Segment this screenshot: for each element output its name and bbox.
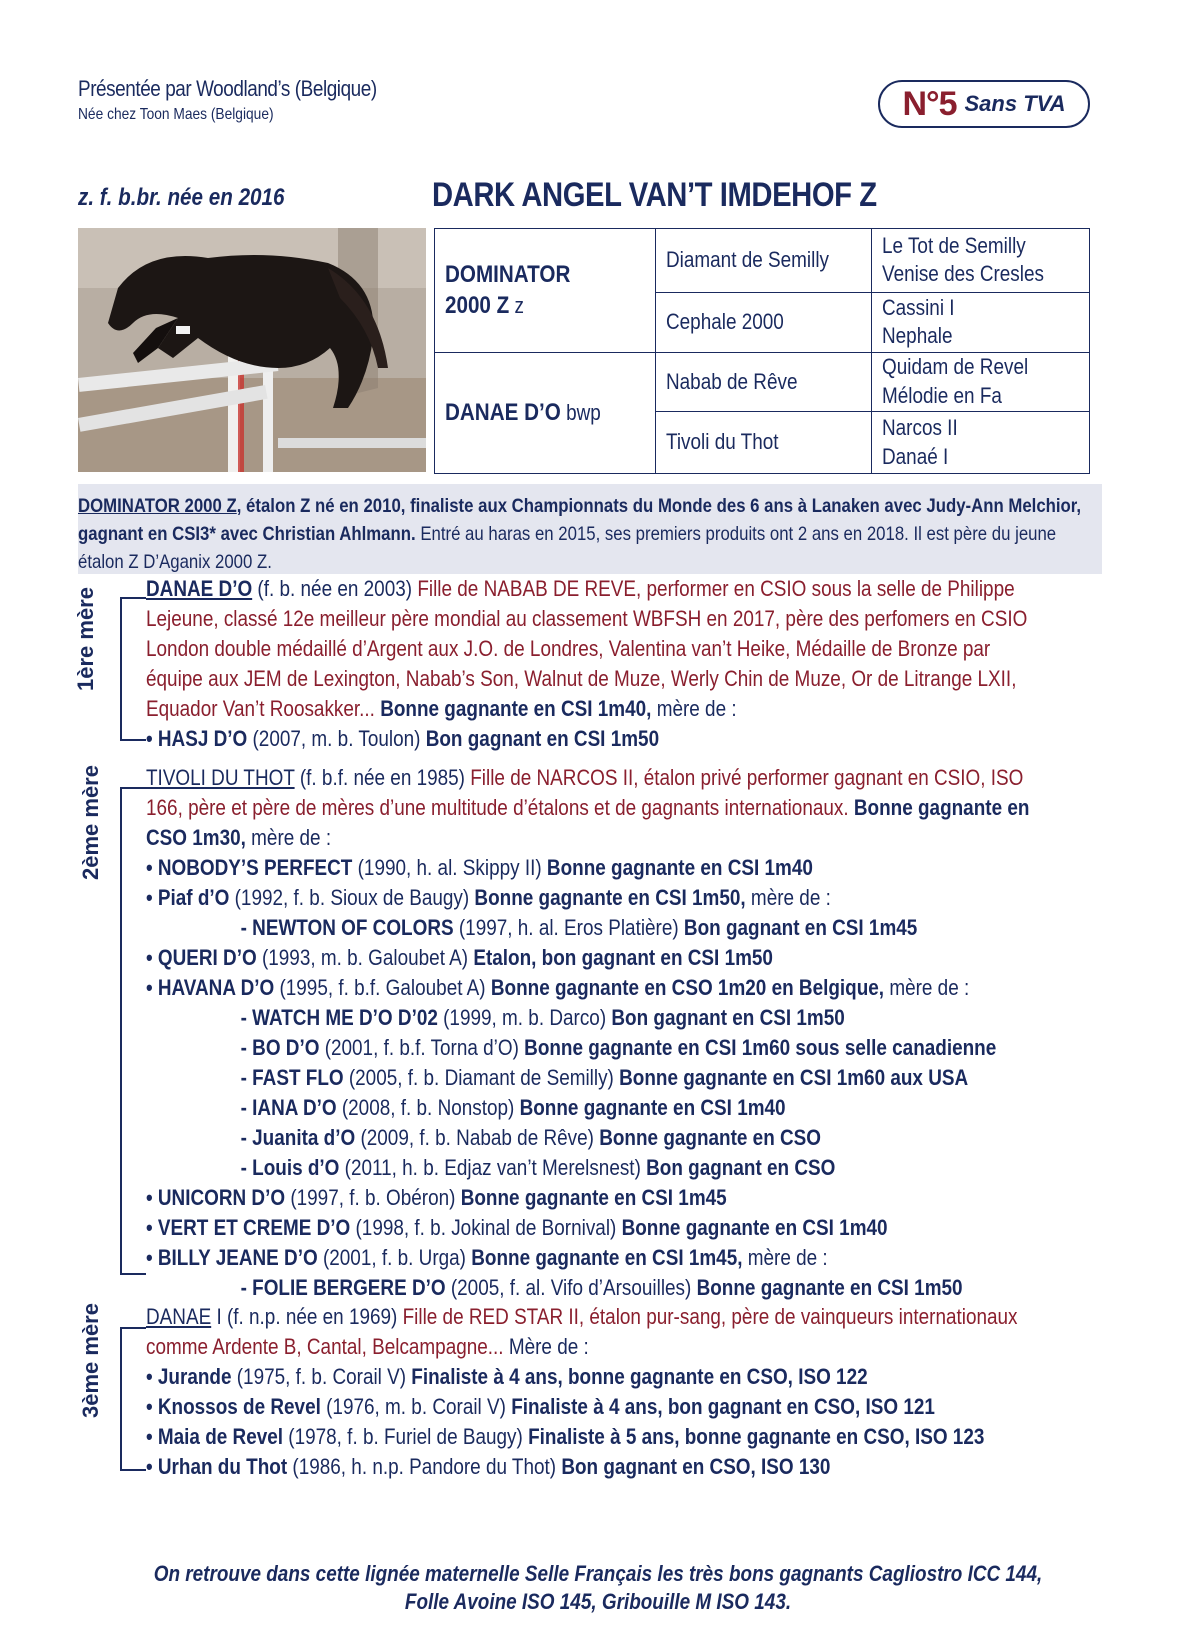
produce-info: (1990, h. al. Skippy II) bbox=[352, 855, 547, 880]
produce-item bbox=[146, 1063, 1051, 1093]
produce-info: (1997, h. al. Eros Platière) bbox=[453, 915, 684, 940]
lot-badge bbox=[878, 80, 1090, 128]
first-dam-result: Bonne gagnante en CSI 1m40, bbox=[374, 696, 652, 721]
produce-item bbox=[146, 1123, 1051, 1153]
produce-item bbox=[146, 883, 1051, 913]
pedigree-ds-parents bbox=[872, 352, 1090, 412]
produce-result: Finaliste à 5 ans, bonne gagnante en CSO, ISO 123 bbox=[528, 1424, 985, 1449]
second-dam-result: Bonne gagnante en CSO 1m30, bbox=[146, 795, 1030, 850]
produce-item bbox=[146, 973, 1051, 1003]
produce-item bbox=[146, 1422, 1051, 1452]
produce-item bbox=[146, 943, 1051, 973]
third-dam-info: I (f. n.p. née en 1969) bbox=[211, 1304, 403, 1329]
produce-tail: mère de : bbox=[742, 1245, 828, 1270]
produce-item bbox=[146, 853, 1051, 883]
pedigree-ss-parents bbox=[872, 229, 1090, 293]
footnote bbox=[78, 1560, 1118, 1616]
third-dam-section bbox=[146, 1302, 1050, 1482]
second-dam-label: 2ème mère bbox=[78, 765, 103, 880]
pedigree-sds: Cassini I bbox=[882, 294, 955, 320]
breed-line: z. f. b.br. née en 2016 bbox=[78, 184, 285, 211]
produce-name: • QUERI D’O bbox=[146, 945, 257, 970]
first-dam-section bbox=[146, 574, 1050, 754]
produce-info: (2011, h. b. Edjaz van’t Merelsnest) bbox=[339, 1155, 647, 1180]
second-dam-info: (f. b.f. née en 1985) bbox=[294, 765, 471, 790]
produce-item bbox=[146, 1452, 1051, 1482]
produce-result: Bonne gagnante en CSI 1m50 bbox=[696, 1275, 963, 1300]
produce-name: • NOBODY’S PERFECT bbox=[146, 855, 353, 880]
sire-note-name: DOMINATOR 2000 Z bbox=[78, 495, 237, 517]
horse-jumping-image bbox=[78, 228, 426, 472]
pedigree-sd-parents bbox=[872, 292, 1090, 352]
first-dam-name: DANAE D’O bbox=[146, 576, 253, 601]
third-dam-sire-note: Fille de RED STAR II, étalon pur-sang, père de vainqueurs internationaux comme Ardente B, Cantal, Belcampagne... bbox=[146, 1304, 1018, 1359]
pedigree-dd: Tivoli du Thot bbox=[656, 412, 872, 474]
produce-result: Finaliste à 4 ans, bon gagnant en CSO, ISO 121 bbox=[511, 1394, 935, 1419]
pedigree-dd-parents bbox=[872, 412, 1090, 474]
produce-result: Bon gagnant en CSO, ISO 130 bbox=[561, 1454, 831, 1479]
pedigree-sdd: Nephale bbox=[882, 323, 953, 349]
produce-tail: mère de : bbox=[745, 885, 831, 910]
presented-by: Présentée par Woodland’s (Belgique) bbox=[78, 76, 377, 101]
produce-name: - IANA D’O bbox=[240, 1095, 337, 1120]
produce-item bbox=[146, 1033, 1051, 1063]
produce-result: Bon gagnant en CSI 1m50 bbox=[611, 1005, 845, 1030]
sire-note bbox=[78, 484, 1102, 574]
produce-name: - WATCH ME D’O D’02 bbox=[240, 1005, 438, 1030]
sire-note-bold: , étalon Z né en 2010, finaliste aux Championnats du Monde des 6 ans à Lanaken avec Judy-Ann Melchior, gagnant en CSI3* avec Christian Ahlmann. bbox=[78, 495, 1082, 545]
produce-name: - Louis d’O bbox=[240, 1155, 340, 1180]
second-dam-section bbox=[146, 763, 1050, 1303]
produce-info: (1976, m. b. Corail V) bbox=[320, 1394, 512, 1419]
produce-info: (2008, f. b. Nonstop) bbox=[336, 1095, 520, 1120]
third-dam-tail: Mère de : bbox=[503, 1334, 589, 1359]
produce-name: • Jurande bbox=[146, 1364, 232, 1389]
produce-name: • Piaf d’O bbox=[146, 885, 230, 910]
second-dam-sire-note: Fille de NARCOS II, étalon privé performer gagnant en CSIO, ISO 166, père et père de mères d’une multitude d’étalons et de gagnants internationaux. bbox=[146, 765, 1024, 820]
pedigree-dds: Narcos II bbox=[882, 415, 958, 441]
produce-result: Bonne gagnante en CSI 1m60 aux USA bbox=[619, 1065, 969, 1090]
produce-item bbox=[146, 1392, 1051, 1422]
pedigree-sd: Cephale 2000 bbox=[656, 292, 872, 352]
produce-item bbox=[146, 1362, 1051, 1392]
sire-name-line2: 2000 Z bbox=[445, 292, 510, 320]
produce-result: Bonne gagnante en CSO 1m20 en Belgique, bbox=[490, 975, 885, 1000]
produce-name: • HASJ D’O bbox=[146, 726, 248, 751]
produce-info: (1997, f. b. Obéron) bbox=[285, 1185, 461, 1210]
produce-item bbox=[146, 1003, 1051, 1033]
produce-name: - FOLIE BERGERE D’O bbox=[240, 1275, 446, 1300]
produce-item bbox=[146, 1153, 1051, 1183]
pedigree-ds: Nabab de Rêve bbox=[656, 352, 872, 412]
pedigree-ddd: Danaé I bbox=[882, 443, 949, 469]
dam-name: DANAE D’O bbox=[445, 399, 561, 427]
pedigree-dsd: Mélodie en Fa bbox=[882, 382, 1002, 408]
produce-result: Bon gagnant en CSI 1m50 bbox=[425, 726, 660, 751]
horse-photo bbox=[78, 228, 426, 472]
produce-result: Finaliste à 4 ans, bonne gagnante en CSO, ISO 122 bbox=[411, 1364, 868, 1389]
third-dam-name: DANAE bbox=[146, 1304, 212, 1329]
produce-info: (1992, f. b. Sioux de Baugy) bbox=[229, 885, 475, 910]
first-dam-sire-note: Fille de NABAB DE REVE, performer en CSIO sous la selle de Philippe Lejeune, classé 12e meilleur père mondial au classement WBFSH en 2017, père des perfomers en CSIO London double médaillé d’Argent aux J.O. de Londres, Valentina van’t Heike, Médaille de Bronze par équipe aux JEM de Lexington, Nabab’s Son, Walnut de Muze, Werly Chin de Muze, Or de Litrange LXII, Equador Van’t Roosakker... bbox=[146, 576, 1028, 721]
produce-name: - FAST FLO bbox=[240, 1065, 344, 1090]
first-dam-tail: mère de : bbox=[651, 696, 737, 721]
produce-result: Bon gagnant en CSO bbox=[646, 1155, 836, 1180]
lot-tax: Sans TVA bbox=[964, 91, 1066, 116]
produce-info: (1978, f. b. Furiel de Baugy) bbox=[283, 1424, 529, 1449]
dam-suffix: bwp bbox=[566, 400, 601, 426]
produce-item bbox=[146, 1213, 1051, 1243]
pedigree-dss: Quidam de Revel bbox=[882, 354, 1029, 380]
sire-note-rest: Entré au haras en 2015, ses premiers produits ont 2 ans en 2018. Il est père du jeune étalon Z D’Aganix 2000 Z. bbox=[78, 523, 1057, 573]
produce-name: • Knossos de Revel bbox=[146, 1394, 321, 1419]
produce-result: Bonne gagnante en CSI 1m40 bbox=[519, 1095, 786, 1120]
produce-info: (1999, m. b. Darco) bbox=[437, 1005, 612, 1030]
pedigree-sss: Le Tot de Semilly bbox=[882, 232, 1026, 258]
second-dam-bracket bbox=[120, 787, 146, 1275]
produce-info: (1975, f. b. Corail V) bbox=[231, 1364, 412, 1389]
third-dam-label: 3ème mère bbox=[78, 1303, 103, 1418]
sire-suffix: z bbox=[514, 293, 524, 319]
produce-name: • Maia de Revel bbox=[146, 1424, 284, 1449]
produce-info: (1993, m. b. Galoubet A) bbox=[256, 945, 474, 970]
produce-info: (2005, f. b. Diamant de Semilly) bbox=[343, 1065, 620, 1090]
produce-result: Etalon, bon gagnant en CSI 1m50 bbox=[473, 945, 773, 970]
produce-name: - BO D’O bbox=[240, 1035, 320, 1060]
pedigree-dam bbox=[435, 352, 656, 473]
sire-name: DOMINATOR bbox=[445, 261, 571, 289]
produce-result: Bon gagnant en CSI 1m45 bbox=[683, 915, 918, 940]
produce-result: Bonne gagnante en CSI 1m40 bbox=[546, 855, 813, 880]
produce-name: • Urhan du Thot bbox=[146, 1454, 288, 1479]
pedigree-ss: Diamant de Semilly bbox=[656, 229, 872, 293]
footnote-text: On retrouve dans cette lignée maternelle Selle Français les très bons gagnants Cagliostro ICC 144, Folle Avoine ISO 145, Gribouille M ISO 143. bbox=[153, 1561, 1043, 1614]
horse-name: DARK ANGEL VAN’T IMDEHOF Z bbox=[432, 176, 877, 214]
produce-item bbox=[146, 724, 1051, 754]
produce-name: • VERT ET CREME D’O bbox=[146, 1215, 351, 1240]
produce-info: (1998, f. b. Jokinal de Bornival) bbox=[350, 1215, 622, 1240]
produce-result: Bonne gagnante en CSI 1m40 bbox=[621, 1215, 888, 1240]
first-dam-bracket bbox=[120, 597, 146, 741]
produce-name: • BILLY JEANE D’O bbox=[146, 1245, 318, 1270]
pedigree-sire bbox=[435, 229, 656, 353]
produce-item bbox=[146, 1093, 1051, 1123]
produce-info: (2009, f. b. Nabab de Rêve) bbox=[355, 1125, 600, 1150]
produce-result: Bonne gagnante en CSI 1m60 sous selle canadienne bbox=[524, 1035, 997, 1060]
produce-info: (1986, h. n.p. Pandore du Thot) bbox=[287, 1454, 562, 1479]
produce-result: Bonne gagnante en CSI 1m45, bbox=[471, 1245, 743, 1270]
produce-item bbox=[146, 1273, 1051, 1303]
pedigree-ssd: Venise des Cresles bbox=[882, 261, 1044, 287]
produce-item bbox=[146, 1183, 1051, 1213]
produce-name: - NEWTON OF COLORS bbox=[240, 915, 454, 940]
first-dam-info: (f. b. née en 2003) bbox=[252, 576, 418, 601]
produce-info: (2005, f. al. Vifo d’Arsouilles) bbox=[445, 1275, 697, 1300]
second-dam-name: TIVOLI DU THOT bbox=[146, 765, 295, 790]
produce-info: (2001, f. b. Urga) bbox=[317, 1245, 472, 1270]
produce-item bbox=[146, 1243, 1051, 1273]
third-dam-bracket bbox=[120, 1327, 146, 1471]
produce-info: (2007, m. b. Toulon) bbox=[247, 726, 426, 751]
second-dam-tail: mère de : bbox=[245, 825, 332, 850]
born-at: Née chez Toon Maes (Belgique) bbox=[78, 106, 274, 123]
produce-name: • HAVANA D’O bbox=[146, 975, 275, 1000]
produce-tail: mère de : bbox=[884, 975, 970, 1000]
produce-name: • UNICORN D’O bbox=[146, 1185, 286, 1210]
produce-info: (2001, f. b.f. Torna d’O) bbox=[319, 1035, 525, 1060]
produce-result: Bonne gagnante en CSO bbox=[599, 1125, 822, 1150]
pedigree-table bbox=[434, 228, 1090, 474]
first-dam-label: 1ère mère bbox=[73, 587, 98, 691]
lot-number: N°5 bbox=[902, 84, 957, 123]
produce-item bbox=[146, 913, 1051, 943]
produce-result: Bonne gagnante en CSI 1m45 bbox=[460, 1185, 727, 1210]
produce-name: - Juanita d’O bbox=[240, 1125, 356, 1150]
produce-info: (1995, f. b.f. Galoubet A) bbox=[274, 975, 491, 1000]
produce-result: Bonne gagnante en CSI 1m50, bbox=[474, 885, 746, 910]
